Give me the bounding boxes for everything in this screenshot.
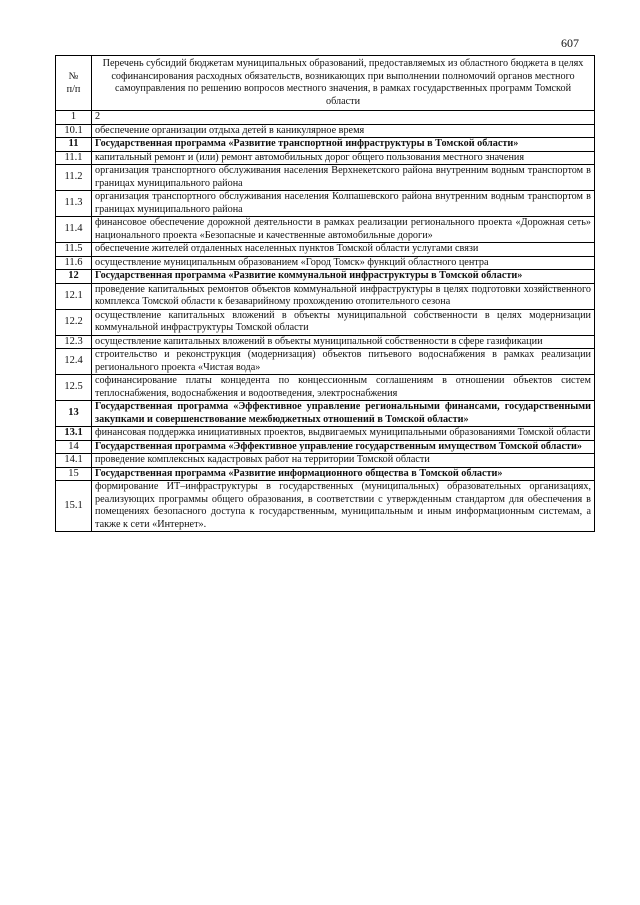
row-number: 13 [56, 401, 92, 427]
table-row [56, 124, 595, 138]
table-row [56, 151, 595, 165]
row-number: 14.1 [56, 454, 92, 468]
row-number: 12.4 [56, 349, 92, 375]
column-index-1: 1 [56, 111, 92, 125]
subsidy-description: проведение комплексных кадастровых работ на территории Томской области [92, 454, 595, 468]
subsidy-description: финансовое обеспечение дорожной деятельности в рамках реализации регионального проекта «Дорожная сеть» национального проекта «Безопасные и качественные автомобильные дороги» [92, 217, 595, 243]
row-number: 11.6 [56, 256, 92, 270]
row-number: 11.5 [56, 243, 92, 257]
subsidy-description: капитальный ремонт и (или) ремонт автомобильных дорог общего пользования местного значения [92, 151, 595, 165]
subsidy-description: софинансирование платы концедента по концессионным соглашениям в отношении объектов систем теплоснабжения, водоснабжения и водоотведения, электроснабжения [92, 375, 595, 401]
table-row [56, 467, 595, 481]
row-number: 10.1 [56, 124, 92, 138]
row-number: 11 [56, 138, 92, 152]
table-row [56, 191, 595, 217]
subsidy-description: финансовая поддержка инициативных проектов, выдвигаемых муниципальными образованиями Томской области [92, 427, 595, 441]
subsidy-description: осуществление капитальных вложений в объекты муниципальной собственности в целях модернизации коммунальной инфраструктуры Томской области [92, 309, 595, 335]
row-number: 13.1 [56, 427, 92, 441]
subsidy-description: проведение капитальных ремонтов объектов коммунальной инфраструктуры в целях подготовки хозяйственного комплекса Томской области к безаварийному прохождению отопительного сезона [92, 283, 595, 309]
row-number: 14 [56, 440, 92, 454]
subsidy-description: организация транспортного обслуживания населения Колпашевского района внутренним водным транспортом в границах муниципального района [92, 191, 595, 217]
header-number-cell: № п/п [56, 56, 92, 111]
table-row [56, 217, 595, 243]
row-number: 11.3 [56, 191, 92, 217]
row-number: 12.1 [56, 283, 92, 309]
subsidy-description: обеспечение жителей отдаленных населенных пунктов Томской области услугами связи [92, 243, 595, 257]
table-row [56, 401, 595, 427]
table-row [56, 375, 595, 401]
column-index-row [56, 111, 595, 125]
table-row [56, 309, 595, 335]
row-number: 12.2 [56, 309, 92, 335]
row-number: 11.2 [56, 165, 92, 191]
header-title-cell: Перечень субсидий бюджетам муниципальных образований, предоставляемых из областного бюджета в целях софинансирования расходных обязательств, возникающих при выполнении полномочий органов местного самоуправления по решению вопросов местного значения, в рамках государственных программ Томской области [92, 56, 595, 111]
row-number: 15 [56, 467, 92, 481]
row-number: 12.5 [56, 375, 92, 401]
table-row [56, 270, 595, 284]
table-row [56, 138, 595, 152]
row-number: 11.4 [56, 217, 92, 243]
page-number: 607 [561, 36, 579, 50]
row-number: 12.3 [56, 335, 92, 349]
program-title: Государственная программа «Эффективное управление региональными финансами, государственными закупками и совершенствование межбюджетных отношений в Томской области» [92, 401, 595, 427]
row-number: 15.1 [56, 481, 92, 532]
subsidy-description: организация транспортного обслуживания населения Верхнекетского района внутренним водным транспортом в границах муниципального района [92, 165, 595, 191]
table-row [56, 243, 595, 257]
table-row [56, 440, 595, 454]
table-row [56, 454, 595, 468]
subsidy-description: обеспечение организации отдыха детей в каникулярное время [92, 124, 595, 138]
subsidy-description: осуществление капитальных вложений в объекты муниципальной собственности в сфере газификации [92, 335, 595, 349]
table-row [56, 283, 595, 309]
subsidies-table [55, 55, 595, 532]
table-row [56, 165, 595, 191]
program-title: Государственная программа «Развитие информационного общества в Томской области» [92, 467, 595, 481]
table-row [56, 427, 595, 441]
program-title: Государственная программа «Развитие транспортной инфраструктуры в Томской области» [92, 138, 595, 152]
subsidy-description: строительство и реконструкция (модернизация) объектов питьевого водоснабжения в рамках реализации регионального проекта «Чистая вода» [92, 349, 595, 375]
subsidy-description: осуществление муниципальным образованием «Город Томск» функций областного центра [92, 256, 595, 270]
subsidy-description: формирование ИТ–инфраструктуры в государственных (муниципальных) образовательных организациях, реализующих программы общего образования, в соответствии с утвержденным стандартом для обеспечения в помещениях безопасного доступа к государственным, муниципальным и иным информационным системам, а также к сети «Интернет». [92, 481, 595, 532]
column-index-2: 2 [92, 111, 595, 125]
table-header-row [56, 56, 595, 111]
row-number: 11.1 [56, 151, 92, 165]
program-title: Государственная программа «Эффективное управление государственным имуществом Томской области» [92, 440, 595, 454]
table-row [56, 481, 595, 532]
table-row [56, 349, 595, 375]
table-row [56, 335, 595, 349]
row-number: 12 [56, 270, 92, 284]
program-title: Государственная программа «Развитие коммунальной инфраструктуры в Томской области» [92, 270, 595, 284]
table-row [56, 256, 595, 270]
